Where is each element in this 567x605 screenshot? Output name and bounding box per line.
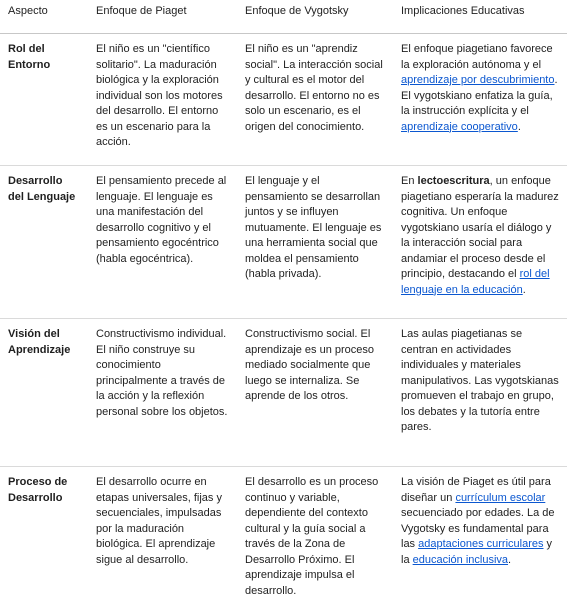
row-piaget: El pensamiento precede al lenguaje. El lenguaje es una manifestación del desarrollo cognitivo y el pensamiento egocéntrico (habla egocéntrica).: [88, 166, 237, 319]
header-vygotsky: Enfoque de Vygotsky: [237, 0, 393, 34]
row-vygotsky: El niño es un "aprendiz social". La interacción social y cultural es el motor del desarrollo. El entorno no es solo un escenario, es el origen del conocimiento.: [237, 34, 393, 166]
text-segment: .: [518, 121, 521, 133]
text-segment: .: [508, 554, 511, 566]
link-aprendizaje-por-descubrimiento[interactable]: aprendizaje por descubrimiento: [401, 74, 554, 86]
text-segment: La visión de Piaget es útil para diseñar un: [401, 476, 551, 504]
table-header-row: [0, 0, 567, 34]
row-aspect: Desarrollo del Lenguaje: [0, 166, 88, 319]
table-row: [0, 467, 567, 605]
link-educacion-inclusiva[interactable]: educación inclusiva: [413, 554, 508, 566]
text-segment: .: [523, 284, 526, 296]
row-implications: [393, 166, 567, 319]
header-implications: Implicaciones Educativas: [393, 0, 567, 34]
row-implications: [393, 467, 567, 605]
text-segment: El enfoque piagetiano favorece la exploración autónoma y el: [401, 43, 553, 71]
table-row: [0, 319, 567, 467]
bold-term-lectoescritura: lectoescritura: [418, 175, 490, 187]
row-aspect: Visión del Aprendizaje: [0, 319, 88, 467]
row-aspect: Proceso de Desarrollo: [0, 467, 88, 605]
text-segment: y la: [401, 538, 552, 566]
link-rol-del-lenguaje[interactable]: rol del lenguaje en la educación: [401, 268, 550, 296]
header-aspect: Aspecto: [0, 0, 88, 34]
row-vygotsky: El lenguaje y el pensamiento se desarrollan juntos y se influyen mutuamente. El lenguaje es una herramienta social que moldea el pensamiento (habla privada).: [237, 166, 393, 319]
row-vygotsky: Constructivismo social. El aprendizaje es un proceso mediado socialmente que luego se internaliza. Se aprende de los otros.: [237, 319, 393, 467]
header-piaget: Enfoque de Piaget: [88, 0, 237, 34]
link-adaptaciones-curriculares[interactable]: adaptaciones curriculares: [418, 538, 543, 550]
text-segment: , un enfoque piagetiano esperaría la madurez cognitiva. Un enfoque vygotskiano usaría el diálogo y la interacción social para andamiar el proceso desde el principio, destacando el: [401, 175, 559, 280]
link-aprendizaje-cooperativo[interactable]: aprendizaje cooperativo: [401, 121, 518, 133]
row-implications: Las aulas piagetianas se centran en actividades individuales y materiales manipulativos. Las vygotskianas promueven el trabajo en grupo, los debates y la tutoría entre pares.: [393, 319, 567, 467]
table-row: [0, 166, 567, 319]
text-segment: En: [401, 175, 418, 187]
row-piaget: Constructivismo individual. El niño construye su conocimiento principalmente a través de la acción y la reflexión personal sobre los objetos.: [88, 319, 237, 467]
text-segment: . El vygotskiano enfatiza la guía, la instrucción explícita y el: [401, 74, 558, 117]
row-piaget: El niño es un "científico solitario". La maduración biológica y la exploración individual son los motores del desarrollo. El entorno es un escenario para la acción.: [88, 34, 237, 166]
row-aspect: Rol del Entorno: [0, 34, 88, 166]
text-segment: secuenciado por edades. La de Vygotsky es fundamental para las: [401, 507, 555, 550]
table-row: [0, 34, 567, 166]
row-piaget: El desarrollo ocurre en etapas universales, fijas y secuenciales, impulsadas por la maduración biológica. El aprendizaje sigue al desarrollo.: [88, 467, 237, 605]
row-implications: [393, 34, 567, 166]
row-vygotsky: El desarrollo es un proceso continuo y variable, dependiente del contexto cultural y la guía social a través de la Zona de Desarrollo Próximo. El aprendizaje impulsa el desarrollo.: [237, 467, 393, 605]
link-curriculum-escolar[interactable]: currículum escolar: [455, 492, 545, 504]
